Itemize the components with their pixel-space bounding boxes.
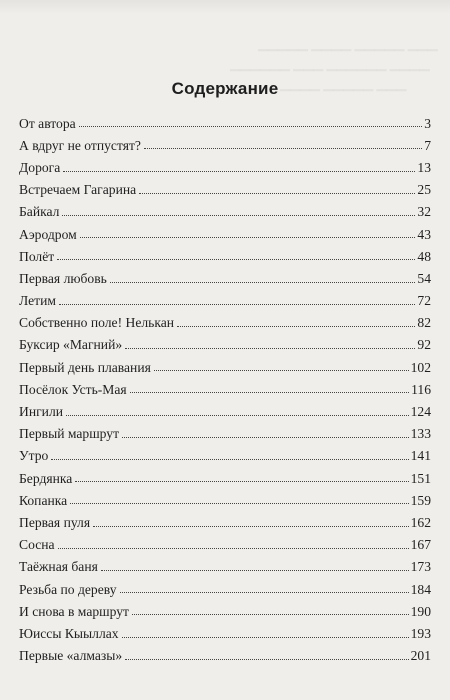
toc-entry-page-number: 190 [410,603,431,619]
toc-entry-page-number: 167 [410,537,431,553]
toc-entry-page-number: 133 [410,426,431,442]
toc-entry-label: Юиссы Кыыллах [19,625,119,641]
toc-entry[interactable] [19,419,431,441]
toc-entry-page-number: 102 [410,359,431,375]
toc-list [19,108,431,663]
toc-entry-label: Сосна [19,537,55,553]
toc-entry-page-number: 151 [410,470,431,486]
toc-entry[interactable] [19,286,431,308]
toc-entry[interactable] [19,441,431,463]
dot-leader [125,348,415,349]
toc-entry[interactable] [19,352,431,374]
toc-entry[interactable] [19,596,431,618]
toc-entry-label: Копанка [19,492,68,508]
toc-entry-label: Байкал [19,204,60,220]
toc-entry-page-number: 162 [410,514,431,530]
toc-entry-label: И снова в маршрут [19,603,129,619]
toc-entry-page-number: 25 [417,182,431,198]
dot-leader [101,570,409,571]
show-through-texture: ▁▁▁▁ ▁▁▁▁▁ ▁▁▁ [280,76,407,91]
dot-leader [110,282,416,283]
toc-entry-label: От автора [19,115,76,131]
toc-entry-page-number: 173 [410,559,431,575]
dot-leader [122,437,409,438]
dot-leader [144,148,422,149]
toc-entry[interactable] [19,308,431,330]
toc-entry-page-number: 159 [410,492,431,508]
toc-entry-page-number: 72 [417,293,431,309]
toc-entry[interactable] [19,530,431,552]
toc-entry[interactable] [19,641,431,663]
toc-entry[interactable] [19,485,431,507]
dot-leader [125,659,408,660]
toc-entry-page-number: 43 [417,226,431,242]
toc-entry-page-number: 116 [411,381,431,397]
toc-entry-label: Встречаем Гагарина [19,182,137,198]
toc-entry-page-number: 184 [410,581,431,597]
toc-entry-page-number: 48 [417,248,431,264]
dot-leader [75,481,408,482]
toc-entry-label: Дорога [19,159,61,175]
toc-entry-label: А вдруг не отпустят? [19,137,141,153]
toc-entry[interactable] [19,463,431,485]
toc-entry[interactable] [19,152,431,174]
toc-entry[interactable] [19,197,431,219]
dot-leader [122,637,409,638]
toc-entry-page-number: 201 [410,648,431,664]
toc-entry[interactable] [19,330,431,352]
dot-leader [70,503,408,504]
toc-entry-page-number: 124 [410,404,431,420]
toc-entry[interactable] [19,507,431,529]
dot-leader [79,126,423,127]
dot-leader [130,392,409,393]
toc-entry[interactable] [19,396,431,418]
dot-leader [57,259,415,260]
dot-leader [139,193,415,194]
toc-entry-label: Аэродром [19,226,77,242]
toc-entry-page-number: 141 [410,448,431,464]
toc-entry-page-number: 3 [424,115,431,131]
toc-entry[interactable] [19,219,431,241]
toc-entry[interactable] [19,574,431,596]
dot-leader [177,326,415,327]
toc-entry-page-number: 92 [417,337,431,353]
toc-entry-label: Таёжная баня [19,559,98,575]
dot-leader [58,548,409,549]
toc-entry-label: Бердянка [19,470,73,486]
dot-leader [93,526,409,527]
toc-entry-label: Первая пуля [19,514,91,530]
toc-entry-label: Полёт [19,248,55,264]
toc-entry[interactable] [19,108,431,130]
toc-entry[interactable] [19,130,431,152]
toc-entry-label: Первый день плавания [19,359,151,375]
show-through-texture: ▁▁▁▁▁▁ ▁▁▁ ▁▁▁▁▁▁ ▁▁▁▁ [230,56,430,71]
toc-entry-page-number: 54 [417,270,431,286]
toc-entry-label: Первые «алмазы» [19,648,123,664]
toc-entry[interactable] [19,618,431,640]
toc-entry[interactable] [19,175,431,197]
page-top-edge [0,0,450,14]
dot-leader [120,592,409,593]
dot-leader [59,304,415,305]
toc-entry-page-number: 82 [417,315,431,331]
toc-entry-label: Первый маршрут [19,426,120,442]
dot-leader [80,237,416,238]
toc-entry[interactable] [19,552,431,574]
toc-entry[interactable] [19,263,431,285]
show-through-texture: ▁▁▁▁▁ ▁▁▁▁ ▁▁▁▁▁ ▁▁▁ [258,36,438,51]
dot-leader [66,415,409,416]
toc-entry-page-number: 13 [417,159,431,175]
toc-entry-label: Утро [19,448,49,464]
dot-leader [132,614,409,615]
toc-entry-label: Первая любовь [19,270,107,286]
dot-leader [51,459,408,460]
dot-leader [63,171,415,172]
toc-entry-page-number: 7 [424,137,431,153]
toc-entry[interactable] [19,241,431,263]
dot-leader [62,215,415,216]
toc-entry-label: Резьба по дереву [19,581,117,597]
toc-title: Содержание [171,79,279,99]
toc-entry-label: Ингили [19,404,64,420]
toc-entry[interactable] [19,374,431,396]
toc-entry-label: Собственно поле! Нелькан [19,315,175,331]
toc-entry-label: Буксир «Магний» [19,337,123,353]
dot-leader [154,370,409,371]
toc-entry-page-number: 32 [417,204,431,220]
toc-entry-label: Летим [19,293,56,309]
toc-entry-page-number: 193 [410,625,431,641]
toc-entry-label: Посёлок Усть-Мая [19,381,127,397]
